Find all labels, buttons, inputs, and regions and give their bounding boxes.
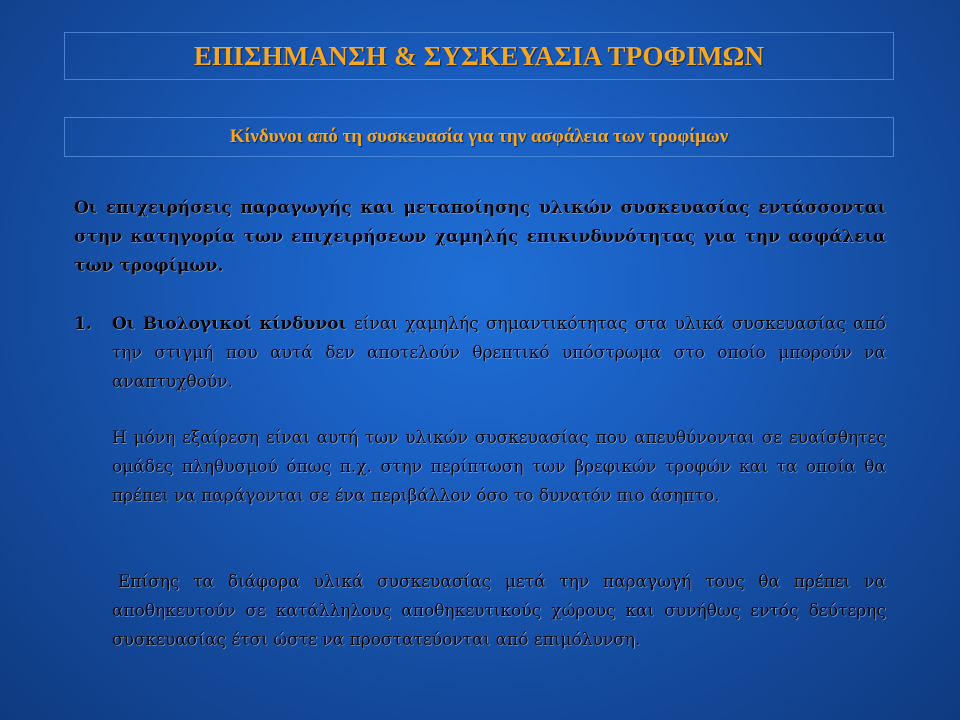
- paragraph-storage: Επίσης τα διάφορα υλικά συσκευασίας μετά την παραγωγή τους θα πρέπει να αποθηκευτούν σε κατάλληλους αποθηκευτικούς χώρους και συνήθως εντός δεύτερης συσκευασίας έτσι ώστε να προστατεύονται από επιμόλυνση.: [112, 572, 886, 650]
- list-item-1: [74, 310, 886, 397]
- list-item-text: [112, 310, 886, 397]
- paragraph-exception: Η μόνη εξαίρεση είναι αυτή των υλικών συσκευασίας που απευθύνονται σε ευαίσθητες ομάδες πληθυσμού όπως π.χ. στην περίπτωση των βρεφικών τροφών και τα οποία θα πρέπει να παράγονται σε ένα περιβάλλον όσο το δυνατόν πιο άσηπτο.: [112, 428, 886, 506]
- title-box: [64, 32, 894, 80]
- list-item-bold-lead: Οι Βιολογικοί κίνδυνοι: [112, 314, 347, 334]
- subtitle-box: [64, 117, 894, 157]
- slide-title: ΕΠΙΣΗΜΑΝΣΗ & ΣΥΣΚΕΥΑΣΙΑ ΤΡΟΦΙΜΩΝ: [193, 40, 765, 71]
- intro-paragraph: Οι επιχειρήσεις παραγωγής και μεταποίησης υλικών συσκευασίας εντάσσονται στην κατηγορία των επιχειρήσεων χαμηλής επικινδυνότητας για την ασφάλεια των τροφίμων.: [74, 198, 886, 276]
- slide-subtitle: Κίνδυνοι από τη συσκευασία για την ασφάλεια των τροφίμων: [229, 126, 729, 147]
- list-item-number: 1.: [74, 314, 92, 334]
- list-item-body: είναι χαμηλής σημαντικότητας στα υλικά συσκευασίας από την στιγμή που αυτά δεν αποτελούν θρεπτικό υπόστρωμα στο οποίο μπορούν να αναπτυχθούν.: [112, 314, 887, 392]
